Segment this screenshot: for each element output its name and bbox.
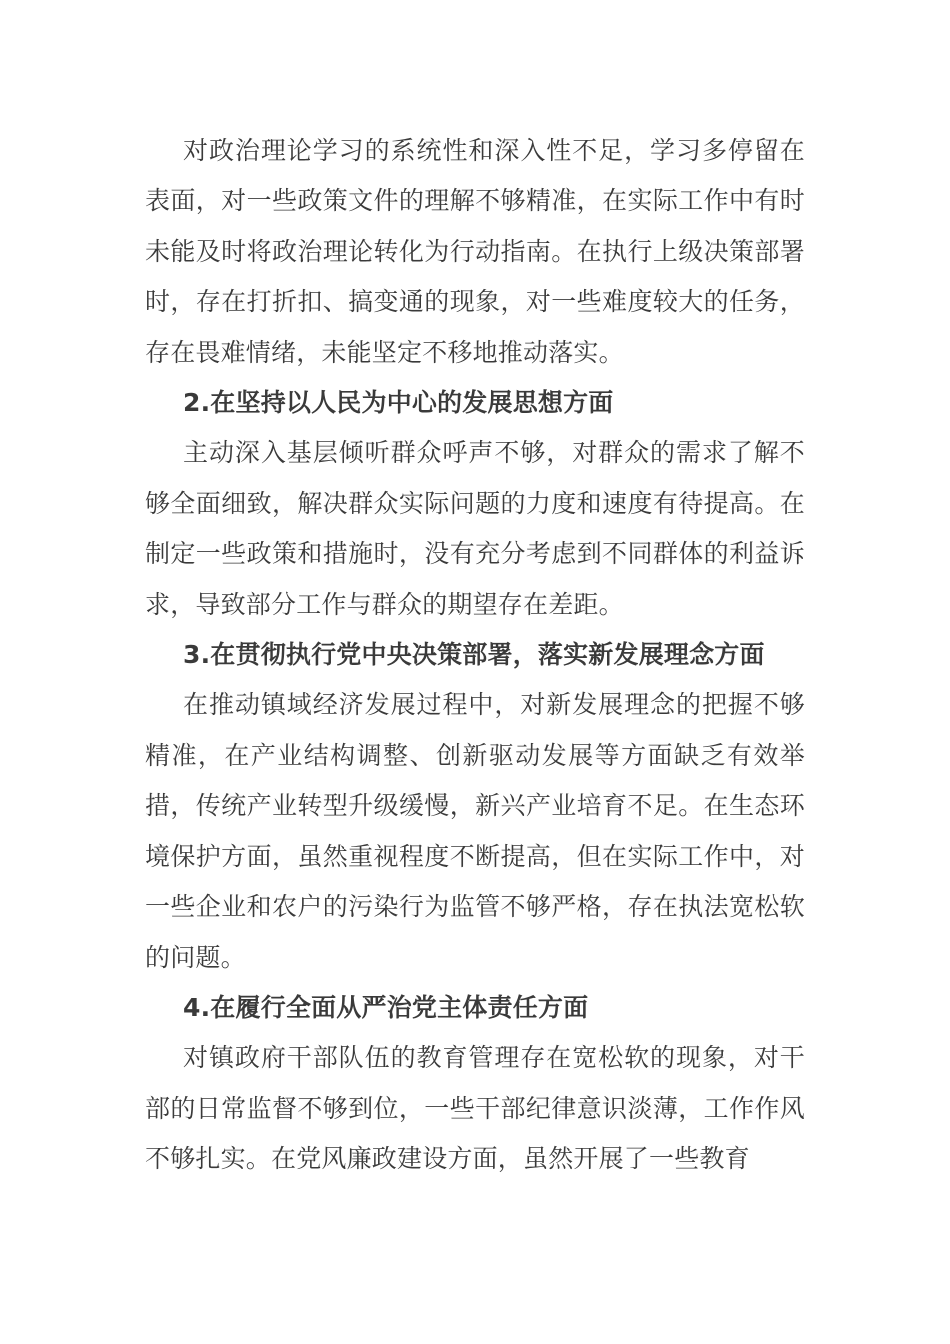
paragraph-new-development: 在推动镇域经济发展过程中，对新发展理念的把握不够精准，在产业结构调整、创新驱动发展等方面缺乏有效举措，传统产业转型升级缓慢，新兴产业培育不足。在生态环境保护方面，虽然重视程度不断提高，但在实际工作中，对一些企业和农户的污染行为监管不够严格，存在执法宽松软的问题。 [145,690,805,972]
paragraph-political-theory: 对政治理论学习的系统性和深入性不足，学习多停留在表面，对一些政策文件的理解不够精准，在实际工作中有时未能及时将政治理论转化为行动指南。在执行上级决策部署时，存在打折扣、搞变通的现象，对一些难度较大的任务，存在畏难情绪，未能坚定不移地推动落实。 [145,136,805,367]
document-body [145,126,805,1185]
paragraph-people-centered: 主动深入基层倾听群众呼声不够，对群众的需求了解不够全面细致，解决群众实际问题的力度和速度有待提高。在制定一些政策和措施时，没有充分考虑到不同群体的利益诉求，导致部分工作与群众的期望存在差距。 [145,438,805,619]
heading-party-governance: 4.在履行全面从严治党主体责任方面 [183,992,589,1022]
heading-new-development: 3.在贯彻执行党中央决策部署，落实新发展理念方面 [183,640,765,670]
paragraph-party-governance: 对镇政府干部队伍的教育管理存在宽松软的现象，对干部的日常监督不够到位，一些干部纪律意识淡薄，工作作风不够扎实。在党风廉政建设方面，虽然开展了一些教育 [145,1043,805,1174]
heading-people-centered: 2.在坚持以人民为中心的发展思想方面 [183,388,614,418]
